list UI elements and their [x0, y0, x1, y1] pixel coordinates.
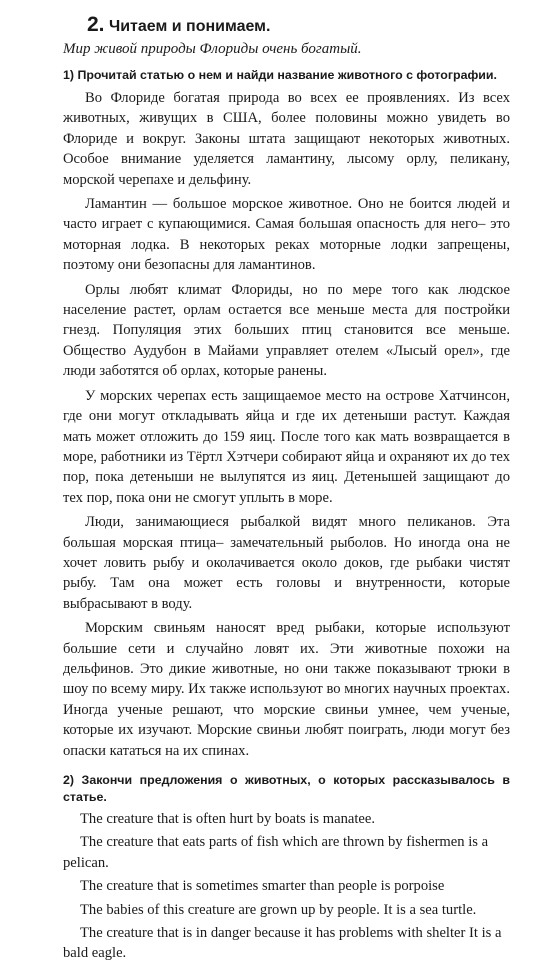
article-paragraph-eagle: Орлы любят климат Флориды, но по мере того как людское население растет, орлам остается все меньше места для постройки гнезд. Популяция этих больших птиц становится все меньше. Общество Аудубон в Майами управляет отелем «Лысый орел», где люди заботятся об орлах, которые ранены.: [63, 281, 510, 380]
exercise-subtitle: Мир живой природы Флориды очень богатый.: [63, 41, 362, 57]
answer-sentences: [63, 809, 510, 964]
article-paragraph-florida: Во Флориде богатая природа во всех ее проявлениях. Из всех животных, живущих в США, более половины можно увидеть во Флориде и вокруг. Законы штата защищают некоторых животных. Особое внимание уделяется ламантину, лысому орлу, пеликану, морской черепахе и дельфину.: [63, 90, 510, 188]
task-2-instruction: 2) Закончи предложения о животных, о которых рассказывалось в статье.: [63, 773, 510, 804]
article-paragraph-turtle: У морских черепах есть защищаемое место на острове Хатчинсон, где они могут откладывать яйца и где их детеныши растут. Каждая мать может отложить до 159 яиц. После того как мать возвращается в море, работники из Тёртл Хэтчери собирают яйца и охраняют их до тех пор, пока детеныши не вылупятся из яиц. Детенышей защищают до тех пор, пока они не смогут уплыть в море.: [63, 387, 510, 506]
article-paragraph-porpoise: Морским свиньям наносят вред рыбаки, которые используют большие сети и случайно ловят их. Эти животные похожи на дельфинов. Это дикие животные, но они также показывают трюки в шоу по всему миру. Их также используют во многих научных проектах. Иногда ученые решают, что морские свиньи умнее, чем ученые, которые их изучают. Морские свиньи любят поиграть, люди могут без опаски кататься на их спинах.: [63, 620, 510, 759]
answer-sentence-porpoise: The creature that is sometimes smarter than people is porpoise: [80, 878, 445, 895]
article-paragraph-pelican: Люди, занимающиеся рыбалкой видят много пеликанов. Эта большая морская птица– замечательный рыболов. Но иногда она не хочет ловить рыбу и околачивается около доков, где рыбаки чистят рыбу. Там она может есть головы и внутренности, которые выбрасывают в воду.: [63, 514, 510, 612]
answer-sentence-pelican: The creature that eats parts of fish which are thrown by fishermen is a pelican.: [63, 834, 489, 871]
exercise-title: Читаем и понимаем.: [108, 18, 271, 35]
article: [63, 88, 510, 761]
article-paragraph-manatee: Ламантин — большое морское животное. Оно не боится людей и часто играет с купающимися. Самая большая опасность для него– это моторная лодка. В некоторых реках моторные лодки запрещены, поэтому они безопасны для ламантинов.: [63, 196, 510, 274]
exercise-number: 2.: [87, 13, 105, 36]
answer-sentence-manatee: The creature that is often hurt by boats is manatee.: [80, 811, 376, 827]
answer-sentence-eagle: The creature that is in danger because it has problems with shelter It is a bald eagle.: [63, 925, 502, 962]
task-1-instruction: 1) Прочитай статью о нем и найди название животного с фотографии.: [63, 68, 497, 82]
exercise-heading: [87, 14, 510, 38]
answer-sentence-turtle: The babies of this creature are grown up by people. It is a sea turtle.: [80, 901, 477, 918]
